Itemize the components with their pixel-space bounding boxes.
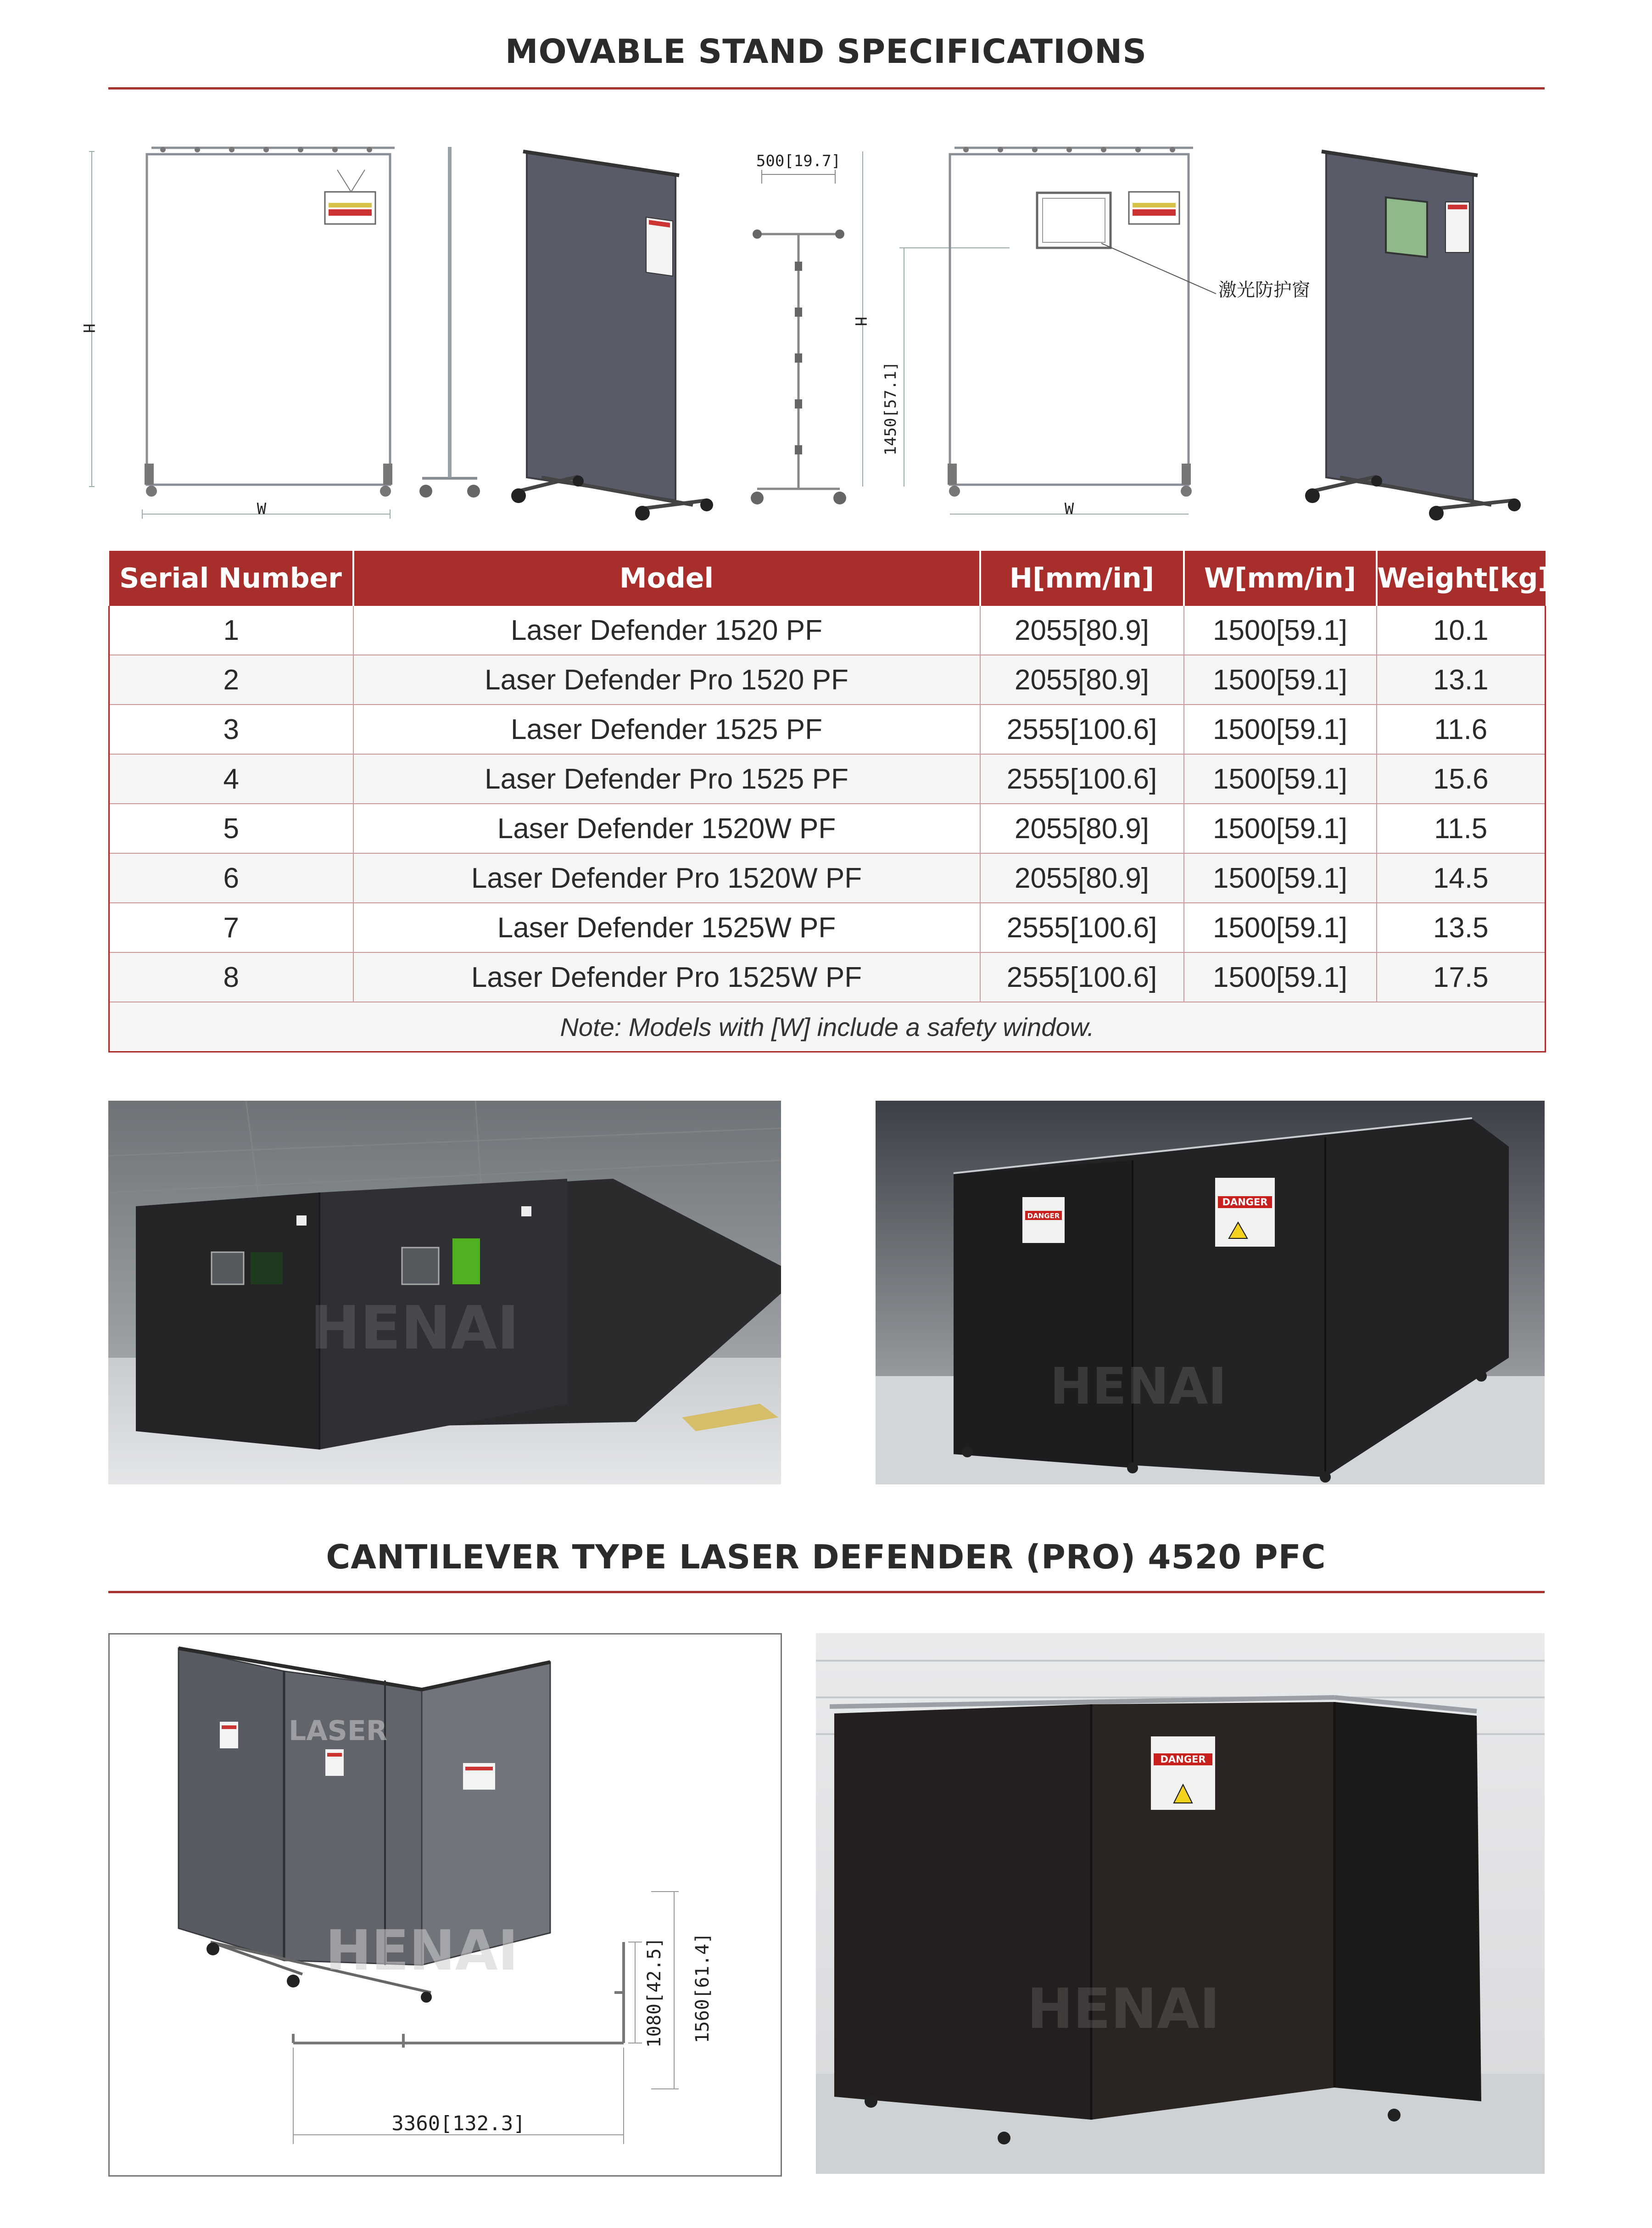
drawing-w-label: W <box>257 500 267 518</box>
photo-cantilever-enclosure <box>816 1633 1545 2174</box>
cell-width: 1500[59.1] <box>1184 606 1377 655</box>
cell-model: Laser Defender Pro 1520W PF <box>353 853 980 903</box>
cell-width: 1500[59.1] <box>1184 853 1377 903</box>
cell-model: Laser Defender 1520 PF <box>353 606 980 655</box>
window-w-label: W <box>1064 500 1074 518</box>
drawing-watermark-brand: HENAI <box>325 1919 519 1983</box>
table-note: Note: Models with [W] include a safety window. <box>109 1002 1546 1052</box>
table-row <box>109 903 1546 952</box>
table-note-row <box>109 1002 1546 1052</box>
header-height: H[mm/in] <box>980 551 1184 606</box>
panel-3d-render <box>505 138 716 532</box>
cell-width: 1500[59.1] <box>1184 655 1377 705</box>
cell-model: Laser Defender Pro 1525W PF <box>353 952 980 1002</box>
header-serial-number: Serial Number <box>109 551 353 606</box>
table-row <box>109 754 1546 804</box>
photo-enclosure-danger-signs <box>876 1101 1545 1484</box>
danger-sign-text: DANGER <box>1160 1754 1206 1765</box>
cell-model: Laser Defender Pro 1520 PF <box>353 655 980 705</box>
front-view-drawing <box>78 133 418 537</box>
cell-serial: 6 <box>109 853 353 903</box>
section-title-cantilever: CANTILEVER TYPE LASER DEFENDER (PRO) 4520 PFC <box>326 1538 1326 1576</box>
table-row <box>109 705 1546 754</box>
drawing-watermark-line1: LASER <box>289 1715 388 1747</box>
cell-width: 1500[59.1] <box>1184 705 1377 754</box>
danger-sign-text: DANGER <box>1222 1197 1268 1208</box>
cell-height: 2555[100.6] <box>980 903 1184 952</box>
table-row <box>109 655 1546 705</box>
cell-model: Laser Defender 1525W PF <box>353 903 980 952</box>
title-divider <box>108 1591 1545 1593</box>
cell-serial: 5 <box>109 804 353 853</box>
cell-weight: 14.5 <box>1377 853 1546 903</box>
photo-watermark-brand: HENAI <box>1050 1357 1227 1416</box>
cell-weight: 13.1 <box>1377 655 1546 705</box>
cantilever-drawing-panel <box>108 1633 782 2177</box>
cell-height: 2555[100.6] <box>980 952 1184 1002</box>
cell-weight: 10.1 <box>1377 606 1546 655</box>
end-profile-dim: 500[19.7] <box>756 152 841 170</box>
cell-weight: 15.6 <box>1377 754 1546 804</box>
cell-serial: 3 <box>109 705 353 754</box>
cell-height: 2055[80.9] <box>980 804 1184 853</box>
window-panel-3d-render <box>1299 138 1528 532</box>
cell-weight: 11.6 <box>1377 705 1546 754</box>
danger-sign-text: DANGER <box>1027 1212 1060 1220</box>
cell-width: 1500[59.1] <box>1184 754 1377 804</box>
cell-height: 2055[80.9] <box>980 655 1184 705</box>
header-weight: Weight[kg] <box>1377 551 1546 606</box>
table-header-row <box>109 551 1546 606</box>
drawing-h-label: H <box>79 324 98 333</box>
cell-model: Laser Defender 1520W PF <box>353 804 980 853</box>
cell-height: 2555[100.6] <box>980 705 1184 754</box>
dim-length: 3360[132.3] <box>391 2112 525 2135</box>
window-h-label: H <box>851 317 870 326</box>
cell-weight: 17.5 <box>1377 952 1546 1002</box>
cell-width: 1500[59.1] <box>1184 903 1377 952</box>
title-divider <box>108 87 1545 90</box>
window-front-view-drawing <box>851 133 1310 537</box>
cell-width: 1500[59.1] <box>1184 804 1377 853</box>
table-row <box>109 606 1546 655</box>
photo-watermark-brand: HENAI <box>1027 1977 1220 2041</box>
header-model: Model <box>353 551 980 606</box>
table-row <box>109 952 1546 1002</box>
photo-enclosure-row-warehouse <box>108 1101 781 1484</box>
table-row <box>109 804 1546 853</box>
cell-height: 2055[80.9] <box>980 853 1184 903</box>
cell-model: Laser Defender 1525 PF <box>353 705 980 754</box>
cell-weight: 11.5 <box>1377 804 1546 853</box>
header-width: W[mm/in] <box>1184 551 1377 606</box>
side-view-drawing <box>413 138 486 519</box>
photo-watermark-brand: HENAI <box>310 1293 519 1363</box>
dim-height: 1560[61.4] <box>692 1932 713 2043</box>
cell-height: 2555[100.6] <box>980 754 1184 804</box>
cell-weight: 13.5 <box>1377 903 1546 952</box>
cell-serial: 8 <box>109 952 353 1002</box>
cell-model: Laser Defender Pro 1525 PF <box>353 754 980 804</box>
window-height-dim: 1450[57.1] <box>882 361 900 456</box>
section-title-movable-stand: MOVABLE STAND SPECIFICATIONS <box>505 32 1147 71</box>
spec-table <box>108 551 1551 1052</box>
cell-width: 1500[59.1] <box>1184 952 1377 1002</box>
table-row <box>109 853 1546 903</box>
cell-serial: 7 <box>109 903 353 952</box>
cell-serial: 1 <box>109 606 353 655</box>
dim-depth: 1080[42.5] <box>644 1937 665 2048</box>
cell-serial: 2 <box>109 655 353 705</box>
cell-height: 2055[80.9] <box>980 606 1184 655</box>
end-profile-drawing <box>743 147 858 519</box>
cell-serial: 4 <box>109 754 353 804</box>
window-callout-label: 激光防护窗 <box>1218 280 1310 301</box>
